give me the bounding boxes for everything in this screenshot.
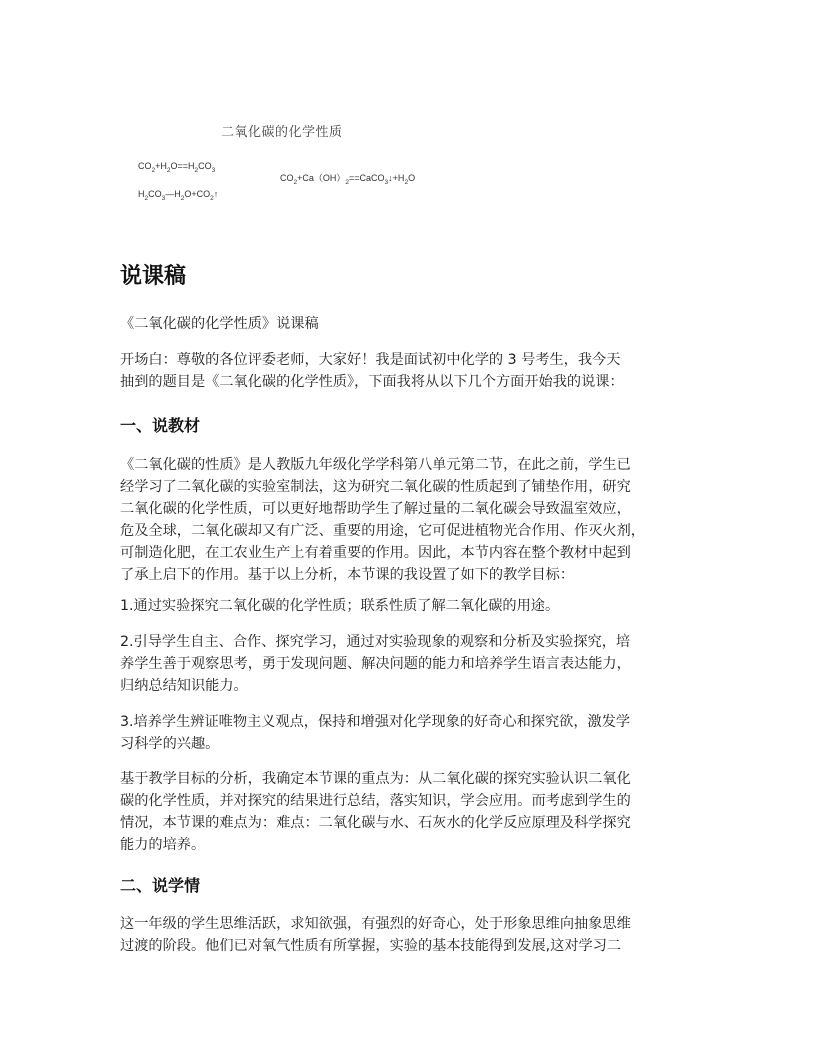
equation-carbonic-acid-decomposition: $H_2CO_3—H_2O+CO_2↑$: [138, 189, 219, 202]
page-title: 说课稿: [120, 264, 187, 289]
figure-title: 二氧化碳的化学性质: [221, 125, 343, 140]
textbook-paragraph: 《二氧化碳的性质》是人教版九年级化学学科第八单元第二节，在此之前，学生已 经学习了二氧化碳的实验室制法，这为研究二氧化碳的性质起到了铺垫作用，研究 二氧化碳的化学性质，可以更好地帮助学生了解过量的二氧化碳会导致温室效应， 危及全球，二氧化碳却又有广泛、重要的用途，它可促进植物光合作用、作灭火剂， 可制造化肥，在工农业生产上有着重要的作用。因此，本节内容在整个教材中起到 了承上启下的作用。基于以上分析，本节课的我设置了如下的教学目标：: [120, 457, 645, 583]
equation-carbonic-acid-formation: $CO_2+H_2O==H_2CO_3$: [138, 161, 216, 174]
teaching-goal-2: 2.引导学生自主、合作、探究学习，通过对实验现象的观察和分析及实验探究，培 养学生善于观察思考，勇于发现问题、解决问题的能力和培养学生语言表达能力， 归纳总结知识能力。: [120, 634, 631, 694]
equation-limewater-reaction: $CO_2+Ca(OH)_2==CaCO_3↓+H_2O$: [280, 173, 416, 186]
section-heading-textbook: 一、说教材: [120, 416, 201, 435]
teaching-goal-3: 3.培养学生辨证唯物主义观点，保持和增强对化学现象的好奇心和探究欲，激发学 习科学的兴趣。: [120, 714, 631, 752]
document-subtitle: 《二氧化碳的化学性质》说课稿: [120, 316, 319, 332]
teaching-goal-1: 1.通过实验探究二氧化碳的化学性质；联系性质了解二氧化碳的用途。: [120, 598, 560, 614]
intro-paragraph: 开场白：尊敬的各位评委老师，大家好！我是面试初中化学的 3 号考生，我今天 抽到的题目是《二氧化碳的化学性质》，下面我将从以下几个方面开始我的说课：: [120, 352, 624, 390]
section-heading-student-analysis: 二、说学情: [120, 876, 201, 895]
key-and-difficult-points-paragraph: 基于教学目标的分析，我确定本节课的重点为：从二氧化碳的探究实验认识二氧化 碳的化学性质，并对探究的结果进行总结，落实知识，学会应用。而考虑到学生的 情况，本节课的难点为：难点：二氧化碳与水、石灰水的化学反应原理及科学探究 能力的培养。: [120, 771, 631, 853]
student-analysis-paragraph: 这一年级的学生思维活跃，求知欲强，有强烈的好奇心，处于形象思维向抽象思维 过渡的阶段。他们已对氧气性质有所掌握，实验的基本技能得到发展,这对学习二: [120, 916, 631, 954]
